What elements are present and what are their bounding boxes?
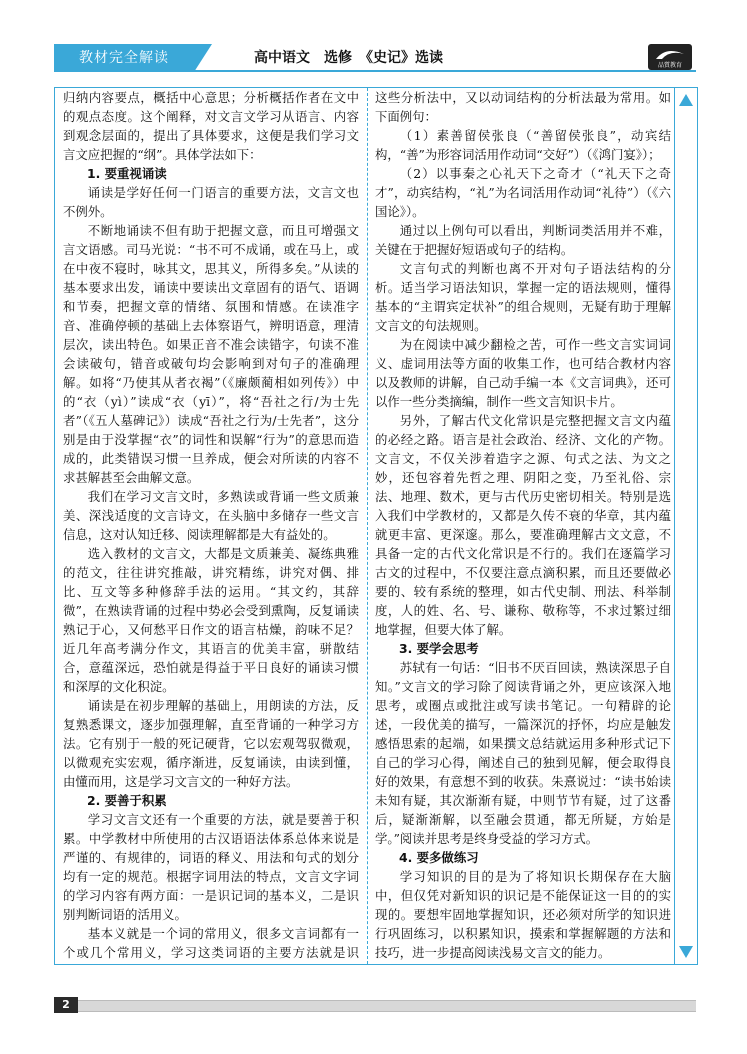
paragraph: 归纳内容要点，概括中心意思；分析概括作者在文中的观点态度。这个阐释，对文言文学习从语言、内容到观念层面的，提出了具体要求，这便是我们学习文言文应把握的“纲”。具体学法如下：	[63, 90, 359, 162]
paragraph: （2）以事秦之心礼天下之奇才（“礼天下之奇才”，动宾结构，“礼”为名词活用作动词“礼待”）（《六国论》）。	[375, 166, 671, 219]
paragraph: 通过以上例句可以看出，判断词类活用并不难，关键在于把握好短语或句子的结构。	[375, 223, 671, 257]
paragraph: 诵读是在初步理解的基础上，用朗读的方法，反复熟悉课文，逐步加强理解，直至背诵的一种学习方法。它有别于一般的死记硬背，它以宏观驾驭微观，以微观充实宏观，循序渐进，反复诵读，由读到懂，由懂而用，这是学习文言文的一种好方法。	[63, 698, 359, 789]
paragraph: 另外，了解古代文化常识是完整把握文言文内蕴的必经之路。语言是社会政治、经济、文化的产物。文言文，不仅关涉着造字之源、句式之法、为文之妙，还包容着先哲之理、阴阳之变，乃至礼俗、宗法、地理、数术，更与古代历史密切相关。特别是选入我们中学教材的，又都是久传不衰的华章，其内蕴就更丰富、更深邃。那么，要准确理解古文文意，不具备一定的古代文化常识是不行的。我们在逐篇学习古文的过程中，不仅要注意点滴积累，而且还要做必要的、较有系统的整理，如古代史制、刑法、科举制度，人的姓、名、号、谦称、敬称等，不求过繁过细地掌握，但要大体了解。	[375, 413, 671, 637]
paragraph: 文言句式的判断也离不开对句子语法结构的分析。适当学习语法知识，掌握一定的语法规则，懂得基本的“主谓宾定状补”的组合规则，无疑有助于理解文言文的句法规则。	[375, 261, 671, 333]
scroll-down-arrow-icon[interactable]	[679, 946, 693, 958]
page-footer	[54, 997, 696, 1013]
paragraph: 学习文言文还有一个重要的方法，就是要善于积累。中学教材中所使用的古汉语语法体系总体来说是严谨的、有规律的，词语的释义、用法和句式的划分均有一定的规范。根据字词用法的特点，文言文字词的学习内容有两方面：一是识记词的基本义，二是识别判断词语的活用义。	[63, 812, 359, 922]
scroll-up-arrow-icon[interactable]	[679, 94, 693, 106]
section-tag: 教材完全解读	[54, 44, 194, 72]
section-heading: 1. 要重视诵读	[87, 166, 167, 181]
section-heading: 3. 要学会思考	[399, 641, 479, 656]
column-divider	[367, 88, 368, 964]
paragraph: 这些分析法中，又以动词结构的分析法最为常用。如下面例句：	[375, 90, 671, 124]
section-heading: 2. 要善于积累	[87, 793, 167, 808]
publisher-logo: 品質教育	[648, 44, 692, 70]
paragraph: 我们在学习文言文时，多熟读或背诵一些文质兼美、深浅适度的文言诗文，在头脑中多储存一些文言信息，这对认知迁移、阅读理解都是大有益处的。	[63, 489, 359, 542]
page-number: 2	[54, 997, 78, 1013]
paragraph: 学习知识的目的是为了将知识长期保存在大脑中，但仅凭对新知识的识记是不能保证这一目的的实现的。要想牢固地掌握知识，还必须对所学的知识进行巩固练习，以积累知识，摸索和掌握解题的方法和技巧，进一步提高阅读浅易文言文的能力。	[375, 869, 671, 960]
paragraph: 不断地诵读不但有助于把握文意，而且可增强文言文语感。司马光说：“书不可不成诵，或在马上，或在中夜不寝时，咏其文，思其义，所得多矣。”从读的基本要求出发，诵读中要读出文章固有的语气、语调和节奏，把握文章的情绪、氛围和情感。在读准字音、准确停顿的基础上去体察语气，辨明语意，理清层次，读出特色。如果正音不准会读错字，句读不准会读破句，错音或破句均会影响到对句子的准确理解。如将“乃使其从者衣褐”（《廉颇蔺相如列传》）中的“衣（yì）”读成“衣（yī）”，将“吾社之行/为士先者”（《五人墓碑记》）读成“吾社之行为/士先者”，这分别是由于没掌握“衣”的词性和误解“行为”的意思而造成的，此类错误习惯一旦养成，便会对所读的内容不求甚解甚至会曲解文意。	[63, 223, 359, 485]
scrollbar[interactable]	[674, 88, 697, 964]
paragraph: （1）素善留侯张良（“善留侯张良”，动宾结构，“善”为形容词活用作动词“交好”）（《鸿门宴》）；	[375, 128, 671, 162]
paragraph: 选入教材的文言文，大都是文质兼美、凝练典雅的范文，往往讲究推敲，讲究精练，讲究对偶、排比、互文等多种修辞手法的运用。“其文约，其辞微”，在熟读背诵的过程中势必会受到熏陶，反复诵读熟记于心，又何愁平日作文的语言枯燥，韵味不足？近几年高考满分作文，其语言的优美丰富，骈散结合，意蕴深远，恐怕就是得益于平日良好的诵读习惯和深厚的文化积淀。	[63, 546, 359, 694]
paragraph: 为在阅读中减少翻检之苦，可作一些文言实词词义、虚词用法等方面的收集工作，也可结合教材内容以及教师的讲解，自己动手编一本《文言词典》，还可以作一些分类摘编，制作一些文言知识卡片。	[375, 337, 671, 409]
paragraph: 基本义就是一个词的常用义，很多文言词都有一个或几个常用义，学习这类词语的主要方法就是识	[63, 926, 359, 960]
content-frame	[54, 87, 698, 965]
paragraph: 诵读是学好任何一门语言的重要方法，文言文也不例外。	[63, 185, 359, 219]
paragraph: 苏轼有一句话：“旧书不厌百回读，熟读深思子自知。”文言文的学习除了阅读背诵之外，更应该深入地思考，或圈点或批注或写读书笔记。一句精辟的论述，一段优美的描写，一篇深沉的抒怀，均应是触发感悟思索的起端，如果撰文总结就运用多种形式记下自己的学习心得，阐述自己的独到见解，便会取得良好的效果，有意想不到的收获。朱熹说过：“读书始读未知有疑，其次渐渐有疑，中则节节有疑，过了这番后，疑渐渐解，以至融会贯通，都无所疑，方始是学。”阅读并思考是终身受益的学习方式。	[375, 660, 671, 846]
paragraph	[375, 962, 671, 964]
page-header	[54, 44, 696, 72]
section-heading: 4. 要多做练习	[399, 850, 479, 865]
book-title: 高中语文 选修 《史记》选读	[254, 50, 443, 66]
right-column	[375, 88, 671, 964]
left-column	[63, 88, 359, 964]
section-tag-wedge	[194, 44, 212, 72]
footer-bar	[54, 1000, 696, 1012]
